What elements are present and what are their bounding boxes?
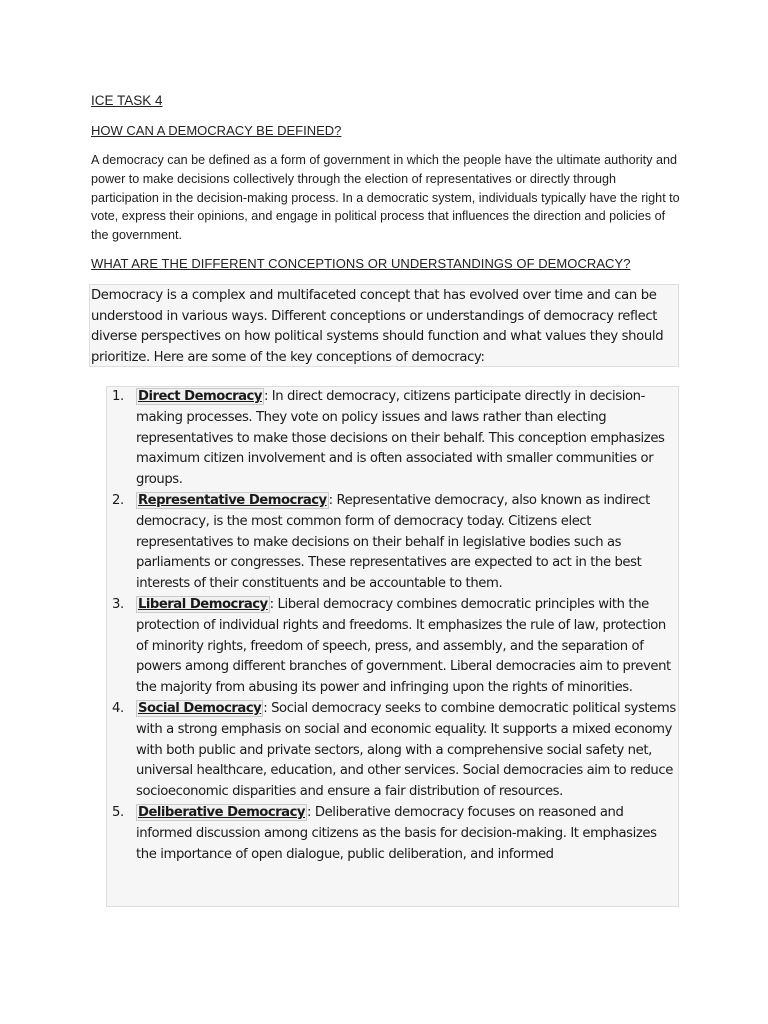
question-1-answer: A democracy can be defined as a form of government in which the people have the ultimate authority and power to make decisions collectively through the election of representatives or directly through participation in the decision-making process. In a democratic system, individuals typically have the right to vote, express their opinions, and engage in political process that influences the direction and policies of the government.: [91, 153, 680, 243]
list-item-text: : Social democracy seeks to combine democratic political systems with a strong emphasis on social and economic equality. It supports a mixed economy with both public and private sectors, along with a comprehensive social safety net, universal healthcare, education, and other services. Social democracies aim to reduce socioeconomic disparities and ensure a fair distribution of resources.: [136, 700, 676, 800]
list-item-text: : In direct democracy, citizens participate directly in decision-making processes. They vote on policy issues and laws rather than electing representatives to make those decisions on their behalf. This conception emphasizes maximum citizen involvement and is often associated with smaller communities or groups.: [136, 389, 665, 488]
list-item-number: 1.: [112, 389, 124, 404]
list-item: [106, 491, 680, 595]
task-title: ICE TASK 4: [91, 93, 163, 108]
list-item-number: 5.: [112, 804, 124, 820]
list-item-term: Direct Democracy: [138, 389, 262, 404]
list-item-number: 2.: [112, 492, 124, 508]
question-2-heading: WHAT ARE THE DIFFERENT CONCEPTIONS OR UNDERSTANDINGS OF DEMOCRACY?: [91, 256, 631, 271]
list-item-text: : Representative democracy, also known as indirect democracy, is the most common form of democracy today. Citizens elect representatives to make decisions on their behalf in legislative bodies such as parliaments or congresses. These representatives are expected to act in the best interests of their constituents and be accountable to them.: [136, 492, 650, 592]
list-item: [106, 803, 680, 865]
list-item-term: Liberal Democracy: [138, 596, 268, 612]
democracy-conceptions-list: [106, 387, 680, 865]
list-item-number: 3.: [112, 596, 124, 612]
list-item: [106, 699, 680, 803]
list-item-number: 4.: [112, 700, 124, 716]
list-item-text: : Deliberative democracy focuses on reasoned and informed discussion among citizens as the basis for decision-making. It emphasizes the importance of open dialogue, public deliberation, and informed: [136, 804, 657, 862]
list-item: [106, 595, 680, 699]
list-item-term: Social Democracy: [138, 700, 262, 716]
list-item-term: Representative Democracy: [138, 492, 327, 508]
list-item-term: Deliberative Democracy: [138, 804, 305, 820]
question-2-intro: Democracy is a complex and multifaceted concept that has evolved over time and can be understood in various ways. Different conceptions or understandings of democracy reflect diverse perspectives on how political systems should function and what values they should prioritize. Here are some of the key conceptions of democracy:: [91, 288, 664, 365]
question-1-heading: HOW CAN A DEMOCRACY BE DEFINED?: [91, 123, 342, 138]
list-item-text: : Liberal democracy combines democratic principles with the protection of individual rights and freedoms. It emphasizes the rule of law, protection of minority rights, freedom of speech, press, and assembly, and the separation of powers among different branches of government. Liberal democracies aim to prevent the majority from abusing its power and infringing upon the rights of minorities.: [136, 596, 671, 696]
list-item: [106, 387, 680, 491]
